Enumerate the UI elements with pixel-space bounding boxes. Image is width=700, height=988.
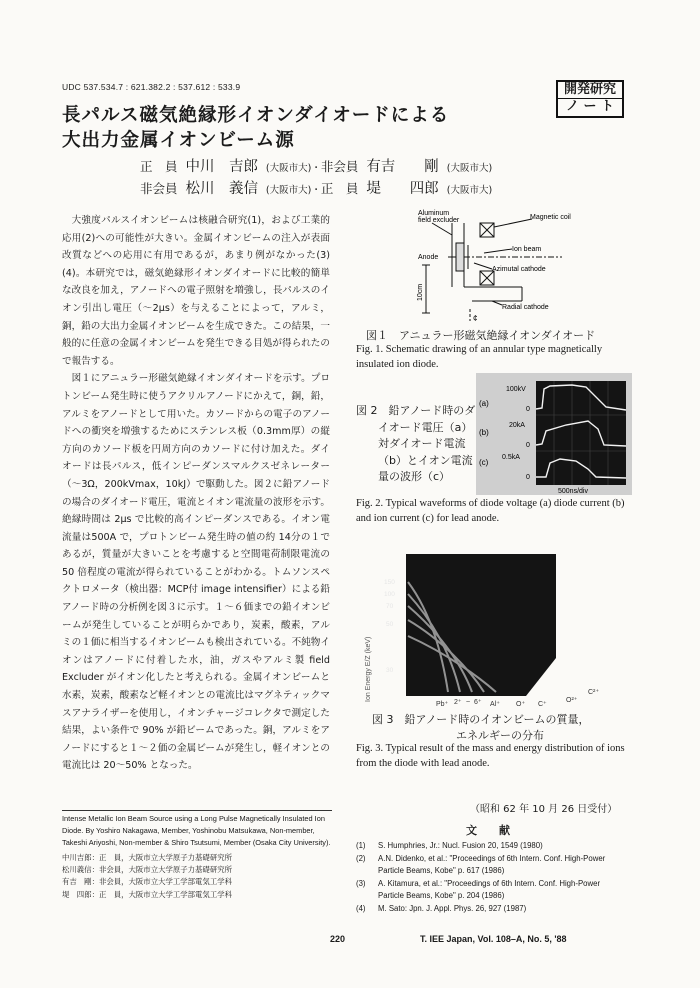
fig3-ytick: 50 [386,621,394,628]
fig2-caption-line: 図 2 鉛アノード時のダ [356,404,476,417]
fig3-ion-label: C⁺ [538,701,547,706]
fig2-caption-line: 量の波形（c） [378,470,451,483]
fig3-ion-label: O²⁺ [566,697,578,704]
author-affiliation: (大阪市大)・ [265,185,321,196]
fig1-scale-label: 10cm [417,283,424,301]
fig1-label-magnetic-coil: Magnetic coil [530,214,571,221]
author-affiliation: (大阪市大)・ [265,163,321,174]
badge-line2: ノ ー ト [558,98,622,115]
reference-item [356,903,628,916]
fig1-label-field-excluder: field excluder [418,217,460,224]
fig3-ion-label: Al⁺ [490,701,500,706]
udc-code: UDC 537.534.7 : 621.382.2 : 537.612 : 533.9 [62,82,241,92]
affiliation-line: 有吉 剛：非会員，大阪市立大学工学部電気工学科 [62,877,232,887]
author-affiliation: (大阪市大) [446,185,493,196]
fig3-caption-jp-line1: 図 3 鉛アノード時のイオンビームの質量， [372,713,590,726]
fig2-zero-b: 0 [526,442,530,449]
fig1-label-radial-cathode: Radial cathode [502,304,549,311]
reference-item [356,840,628,853]
paper-title-line1: 長パルス磁気絶縁形イオンダイオードによる [62,105,450,126]
fig2-caption-en: Fig. 2. Typical waveforms of diode voltage (a) diode current (b) and ion current (c) for lead anode. [356,498,625,524]
fig3-ytick: 70 [386,603,394,610]
author-name: 中川 吉郎 [185,159,258,175]
author-affiliation: (大阪市大) [446,163,493,174]
reference-number: (4) [356,903,366,913]
paragraph: 図１にアニュラー形磁気絶縁イオンダイオードを示す。プロトンビーム発生時に使うアクリルアノードにかえて，銅，鉛，アルミをアノードとして用いた。カソードからの電子のアノードへの衝突を増強するためにステンレス板（0.3mm厚）の縦方向のカソード板を円周方向のカソードに付け加えた。ダイオードは長パルス，低インピーダンスマルクスゼネレーター（～3Ω，200kVmax，10kJ）で駆動した。図２に鉛アノードの場合のダイオード電圧，電流とイオン電流量の波形を示す。絶縁時間は 2μs で比較的高インピーダンスである。イオン電流量は500A で，プロトンビーム発生時の値の約 14分の１であるが，質量が大きいことを考慮すると空間電荷制限電流の 50 倍程度の電流が得られていることがわかる。トムソンスペクトロメータ（検出器：MCP付 image intensifier）による鉛アノード時の分析例を図３に示す。１～６価までの鉛イオンビームが発生していることが明らかであり，炭素，酸素，アルミの１価に相当するイオンビームも検出されている。不純物イオンはアノードに付着した水，油，ガスやアルミ製 field Excluder がイオン化したと考えられる。金属イオンビームと水素，炭素，酸素など軽イオンとの電流比はマグネティックマスアナライザーを使用し，イオンチャージコレクタで測定した結果，よい条件で 90% が鉛ビームであった。銅，アルミをアノードにすると１～２価の金属ビームが発生し，軽イオンとの電流比は 20～50% となった。 [62,373,330,772]
fig1-label-ion-beam: Ion beam [512,246,542,253]
paper-title-line2: 大出力金属イオンビーム源 [62,130,295,151]
fig3-ytick: 30 [386,667,394,674]
fig3-ytick: 150 [384,579,395,586]
fig1-caption-jp: 図１ アニュラー形磁気絶縁イオンダイオード [366,329,596,342]
author-name: 堤 四郎 [366,181,439,197]
body-text [62,212,330,775]
fig2-scale-c: 0.5kA [502,454,520,461]
author-row-2 [140,177,492,198]
affiliation-line: 中川吉郎：正 員，大阪市立大学原子力基礎研究所 [62,853,232,863]
fig2-label-c: (c) [479,458,489,467]
fig3-caption-en: Fig. 3. Typical result of the mass and energy distribution of ions from the diode with lead anode. [356,743,625,769]
author-row-1 [140,155,492,176]
fig3-thomson-parabola [356,546,626,706]
fig3-ytick: 100 [384,591,395,598]
received-date: （昭和 62 年 10 月 26 日受付） [470,804,618,815]
fig1-diagram [392,205,592,323]
author-role: 正 員 [320,181,359,196]
reference-text: A. Kitamura, et al.: "Proceedings of 6th Intern. Conf. High-Power Particle Beams, Kobe" p. 204 (1986) [378,878,601,901]
fig2-scale-b: 20kA [509,422,525,429]
fig3-ion-label: C²⁺ [588,689,600,696]
fig2-caption-line: 対ダイオード電流 [378,437,466,450]
fig1-axis-label: ¢ [473,314,478,323]
footnote [62,810,332,901]
fig2-label-a: (a) [479,399,489,408]
fig2-label-b: (b) [479,428,489,437]
fig3-caption-jp-line2: エネルギーの分布 [456,729,544,742]
reference-text: A.N. Didenko, et al.: "Proceedings of 6th Intern. Conf. High-Power Particle Beams, Kobe" p. 617 (1986) [378,853,606,876]
footnote-english: Intense Metallic Ion Beam Source using a Long Pulse Magnetically Insulated Ion Diode. By Yoshiro Nakagawa, Member, Yoshinobu Matsukawa, Non-member, Takeshi Ariyoshi, Non-member & Shiro Tsutsumi, Member (Osaka City University). [62,814,331,848]
author-role: 非会員 [140,181,178,196]
reference-item [356,853,628,878]
fig2-caption-line: イオード電圧（a） [378,420,473,434]
badge-line1: 開発研究 [563,82,616,97]
fig1-label-anode: Anode [418,254,439,261]
fig1-label-azimutal-cathode: Azimutal cathode [492,266,546,273]
fig3-ion-label: Pb⁺ [436,701,449,706]
affiliation-line: 松川義信：非会員，大阪市立大学原子力基礎研究所 [62,865,232,875]
fig3-ylabel: Ion Energy E/Z (keV) [365,636,372,702]
footnote-affiliations [62,852,332,900]
fig1-caption-en: Fig. 1. Schematic drawing of an annular type magnetically insulated ion diode. [356,344,603,370]
fig3-ion-label: 2⁺ [454,699,462,706]
fig2-caption-line: （b）とイオン電流 [378,453,473,467]
fig3-ion-label: 6⁺ [474,699,482,706]
fig2-zero-a: 0 [526,406,530,413]
page-number: 220 [330,934,346,944]
fig2-time-scale: 500ns/div [558,488,588,495]
fig2-caption-jp [356,403,480,486]
author-role: 非会員 [320,159,359,174]
fig3-ion-label: ~ [466,699,471,706]
fig3-ion-label: O⁺ [516,701,526,706]
fig2-zero-c: 0 [526,474,530,481]
reference-number: (3) [356,878,366,888]
fig2-scale-a: 100kV [506,386,526,393]
reference-text: M. Sato: Jpn. J. Appl. Phys. 26, 927 (1987) [378,903,527,913]
fig2-oscillogram [476,373,632,495]
reference-list [356,840,628,916]
journal-citation: T. IEE Japan, Vol. 108–A, No. 5, '88 [420,934,567,944]
author-name: 松川 義信 [185,181,258,197]
author-role: 正 員 [140,159,178,174]
category-badge [556,80,624,118]
reference-text: S. Humphries, Jr.: Nucl. Fusion 20, 1549 (1980) [378,841,543,850]
reference-item [356,878,628,903]
references-heading: 文 献 [466,824,510,837]
reference-number: (2) [356,853,366,863]
author-name: 有吉 剛 [366,159,439,175]
fig1-label-aluminum: Aluminum [418,210,450,217]
paragraph: 大強度パルスイオンビームは核融合研究(1)，および工業的応用(2)への可能性が大きい。金属イオンビームの注入が表面改質などへの応用に有用であるが，あまり例がなかった(3)(4)。本研究では，磁気絶縁形イオンダイオードに比較的簡単な改良を加え，アノードへの電子照射を増強し，長パルスのイオン引出し電圧（～2μs）を与えることによって，アルミ，銅，鉛の大出力金属イオンビームを生成できた。この結果，一般的に任意の金属イオンビームを発生できる目処が得られたので報告する。 [62,215,330,367]
affiliation-line: 堤 四郎：正 員，大阪市立大学工学部電気工学科 [62,889,232,899]
reference-number: (1) [356,841,366,850]
